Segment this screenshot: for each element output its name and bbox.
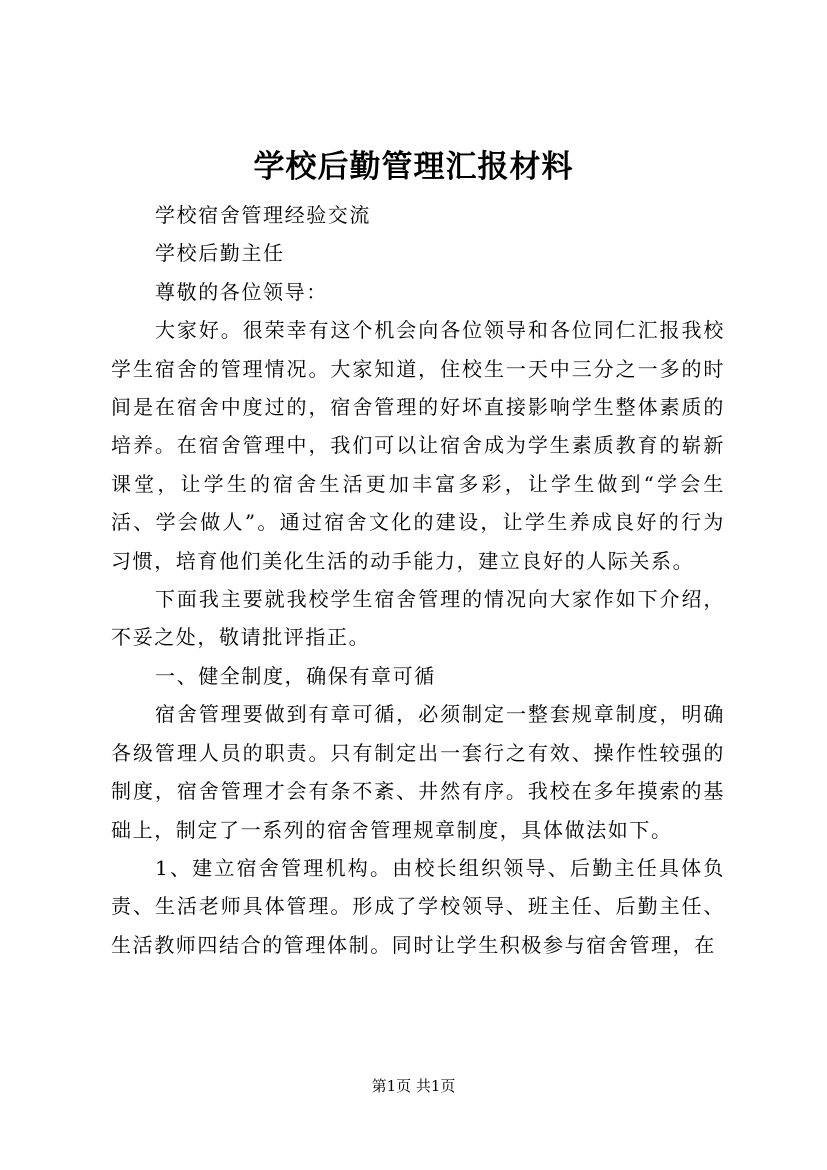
document-body: [111, 196, 725, 964]
paragraph-subtitle: 学校宿舍管理经验交流: [155, 203, 371, 227]
page-footer: 第1页 共1页: [371, 1077, 456, 1095]
paragraph-section-1: 宿舍管理要做到有章可循，必须制定一整套规章制度，明确各级管理人员的职责。只有制定出一套行之有效、操作性较强的制度，宿舍管理才会有条不紊、井然有序。我校在多年摸索的基础上，制定了一系列的宿舍管理规章制度，具体做法如下。: [111, 702, 725, 842]
paragraph-overview: 下面我主要就我校学生宿舍管理的情况向大家作如下介绍，不妥之处，敬请批评指正。: [111, 587, 725, 650]
paragraph-intro: 大家好。很荣幸有这个机会向各位领导和各位同仁汇报我校学生宿舍的管理情况。大家知道，住校生一天中三分之一多的时间是在宿舍中度过的，宿舍管理的好坏直接影响学生整体素质的培养。在宿舍管理中，我们可以让宿舍成为学生素质教育的崭新课堂，让学生的宿舍生活更加丰富多彩，让学生做到“学会生活、学会做人”。通过宿舍文化的建设，让学生养成良好的行为习惯，培育他们美化生活的动手能力，建立良好的人际关系。: [111, 318, 725, 573]
paragraph-salutation: 尊敬的各位领导：: [155, 279, 328, 304]
document-title: 学校后勤管理汇报材料: [253, 149, 574, 185]
section-heading-1: 一、健全制度，确保有章可循: [155, 663, 436, 688]
paragraph-item-1: 1、建立宿舍管理机构。由校长组织领导、后勤主任具体负责、生活老师具体管理。形成了学校领导、班主任、后勤主任、生活教师四结合的管理体制。同时让学生积极参与宿舍管理，在: [111, 855, 725, 957]
paragraph-author: 学校后勤主任: [155, 241, 285, 266]
